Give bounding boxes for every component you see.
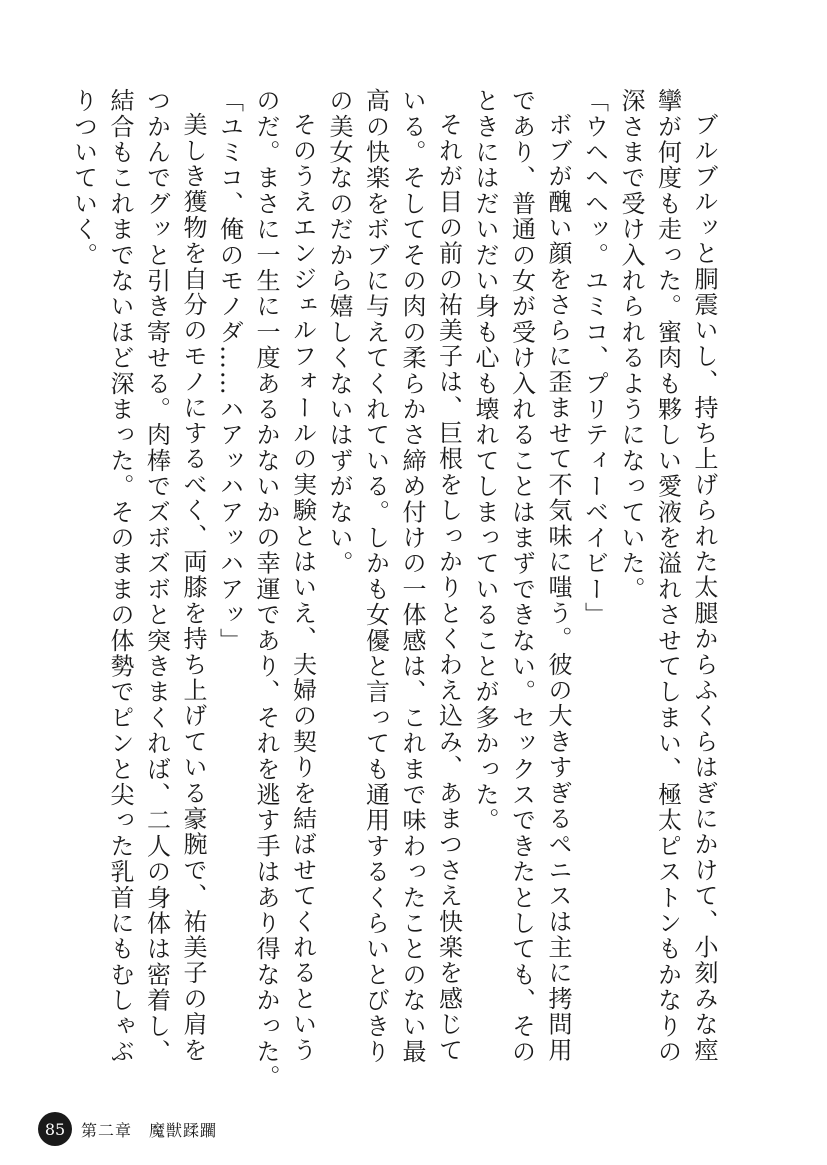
text-line: ときにはだいだい身も心も壊れてしまっていることが多かった。 (471, 88, 499, 834)
text-line: 攣が何度も走った。蜜肉も夥しい愛液を溢れさせてしまい、極太ピストンもかなりの (653, 88, 682, 1065)
text-line: りついていく。 (69, 88, 98, 268)
text-line: 「ウヘヘヘッ。ユミコ、プリティーベイビー」 (580, 88, 609, 628)
text-line: 高の快楽をボブに与えてくれている。しかも女優と言っても通用するくらいとびきり (361, 88, 390, 1065)
page-footer (38, 1112, 217, 1146)
text-line: いる。そしてその肉の柔らかさ締め付けの一体感は、これまで味わったことのない最 (398, 88, 426, 1065)
text-line: であり、普通の女が受け入れることはまずできない。セックスできたとしても、その (507, 88, 536, 1065)
text-line: のだ。まさに一生に一度あるかないかの幸運であり、それを逃す手はあり得なかった。 (252, 88, 280, 1091)
text-line: 深さまで受け入れられるようになっていた。 (617, 88, 645, 602)
chapter-title: 第二章 魔獣蹂躙 (81, 1120, 218, 1140)
text-line: 「ユミコ、俺のモノダ……ハアッハアッハアッ」 (215, 88, 244, 654)
text-line: つかんでグッと引き寄せる。肉棒でズボズボと突きまくれば、二人の身体は密着し、 (142, 88, 171, 1065)
text-line: そのうえエンジェルフォールの実験とはいえ、夫婦の契りを結ばせてくれるという (288, 112, 317, 1063)
body-text (65, 88, 722, 1091)
text-line: ブルブルッと胴震いし、持ち上げられた太腿からふくらはぎにかけて、小刻みな痙 (690, 112, 718, 1063)
page-number: 85 (38, 1112, 72, 1146)
text-line: の美女なのだから嬉しくないはずがない。 (325, 88, 353, 577)
text-line: 結合もこれまでないほど深まった。そのままの体勢でピンと尖った乳首にもむしゃぶ (106, 88, 134, 1065)
text-line: ボブが醜い顔をさらに歪ませて不気味に嗤う。彼の大きすぎるペニスは主に拷問用 (544, 112, 572, 1063)
text-line: それが目の前の祐美子は、巨根をしっかりとくわえ込み、あまつさえ快楽を感じて (434, 112, 463, 1063)
text-line: 美しき獲物を自分のモノにするべく、両膝を持ち上げている豪腕で、祐美子の肩を (179, 112, 207, 1063)
